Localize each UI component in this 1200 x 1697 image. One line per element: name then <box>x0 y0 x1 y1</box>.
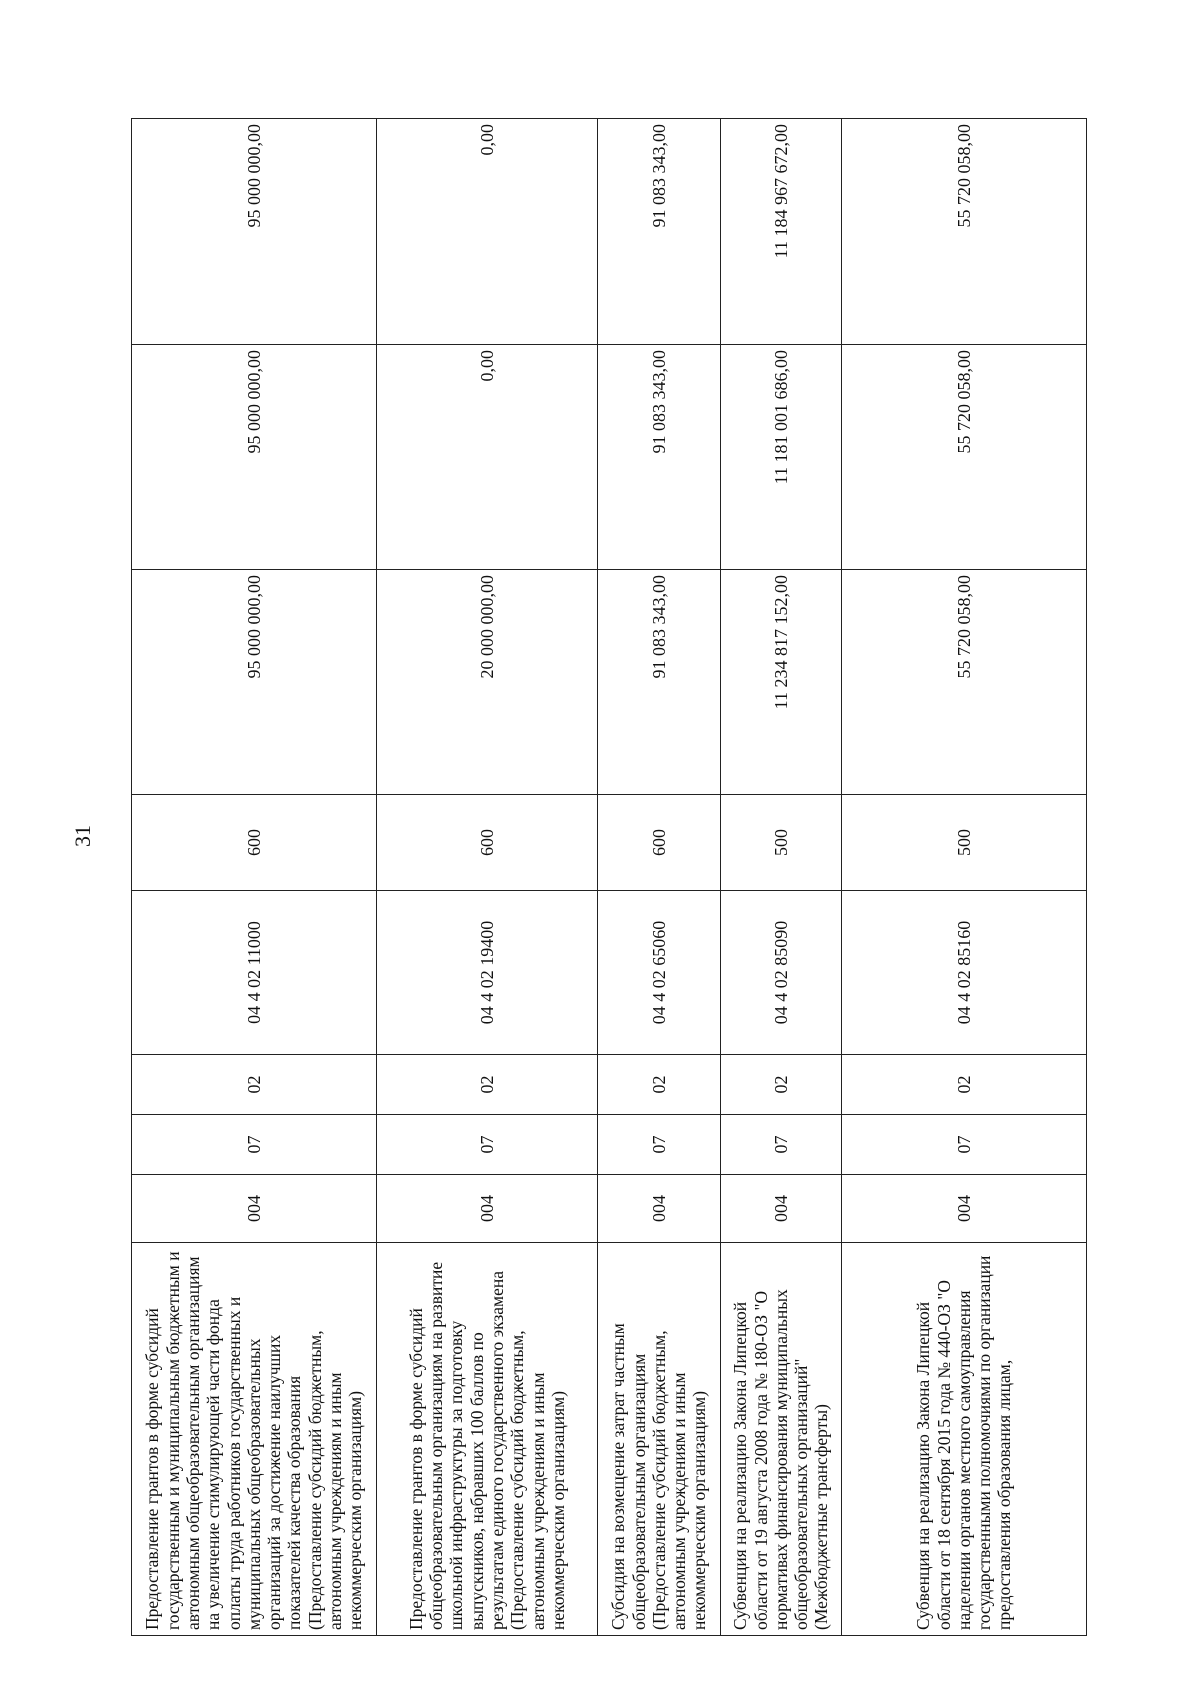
cell-description: Предоставление грантов в форме субсидий государственным и муниципальным бюджетным и автономным общеобразовательным организациям на увеличение стимулирующей части фонда оплаты труда работников государственных и муниципальных общеобразовательных организаций за достижение наилучших показателей качества образования (Предоставление субсидий бюджетным, автономным учреждениям и иным некоммерческим организациям) <box>132 1243 377 1636</box>
cell-subsection: 02 <box>721 1055 842 1115</box>
cell-amount-1: 91 083 343,00 <box>598 570 721 795</box>
cell-amount-1: 20 000 000,00 <box>377 570 598 795</box>
cell-amount-2: 55 720 058,00 <box>842 345 1087 570</box>
table-row <box>598 119 721 1636</box>
cell-target-article: 04 4 02 19400 <box>377 891 598 1055</box>
cell-amount-1: 95 000 000,00 <box>132 570 377 795</box>
cell-section: 07 <box>598 1115 721 1175</box>
cell-subsection: 02 <box>842 1055 1087 1115</box>
cell-amount-2: 0,00 <box>377 345 598 570</box>
budget-table <box>131 118 1087 1636</box>
cell-expense-type: 500 <box>721 795 842 891</box>
table-body <box>132 119 1087 1636</box>
cell-amount-2: 95 000 000,00 <box>132 345 377 570</box>
cell-description: Субвенция на реализацию Закона Липецкой области от 19 августа 2008 года № 180-ОЗ "О нормативах финансирования муниципальных общеобразовательных организаций" (Межбюджетные трансферты) <box>721 1243 842 1636</box>
cell-section: 07 <box>842 1115 1087 1175</box>
cell-ministry-code: 004 <box>598 1175 721 1243</box>
cell-section: 07 <box>132 1115 377 1175</box>
cell-amount-2: 91 083 343,00 <box>598 345 721 570</box>
cell-target-article: 04 4 02 85090 <box>721 891 842 1055</box>
cell-amount-1: 55 720 058,00 <box>842 570 1087 795</box>
cell-amount-3: 0,00 <box>377 119 598 345</box>
cell-expense-type: 600 <box>132 795 377 891</box>
cell-amount-3: 95 000 000,00 <box>132 119 377 345</box>
cell-ministry-code: 004 <box>132 1175 377 1243</box>
cell-expense-type: 600 <box>377 795 598 891</box>
rotated-table-container <box>131 119 1086 1636</box>
table-row <box>377 119 598 1636</box>
cell-description: Субсидия на возмещение затрат частным общеобразовательным организациям (Предоставление субсидий бюджетным, автономным учреждениям и иным некоммерческим организациям) <box>598 1243 721 1636</box>
cell-amount-3: 91 083 343,00 <box>598 119 721 345</box>
cell-ministry-code: 004 <box>721 1175 842 1243</box>
cell-subsection: 02 <box>377 1055 598 1115</box>
page-number: 31 <box>70 825 95 847</box>
table-row <box>132 119 377 1636</box>
cell-subsection: 02 <box>132 1055 377 1115</box>
cell-expense-type: 500 <box>842 795 1087 891</box>
cell-description: Предоставление грантов в форме субсидий общеобразовательным организациям на развитие школьной инфраструктуры за подготовку выпускников, набравших 100 баллов по результатам единого государственного экзамена (Предоставление субсидий бюджетным, автономным учреждениям и иным некоммерческим организациям) <box>377 1243 598 1636</box>
cell-amount-2: 11 181 001 686,00 <box>721 345 842 570</box>
cell-expense-type: 600 <box>598 795 721 891</box>
cell-section: 07 <box>721 1115 842 1175</box>
cell-description: Субвенция на реализацию Закона Липецкой области от 18 сентября 2015 года № 440-ОЗ "О наделении органов местного самоуправления государственными полномочиями по организации предоставления образования лицам, <box>842 1243 1087 1636</box>
cell-target-article: 04 4 02 65060 <box>598 891 721 1055</box>
table-row <box>721 119 842 1636</box>
cell-amount-3: 55 720 058,00 <box>842 119 1087 345</box>
table-row <box>842 119 1087 1636</box>
cell-amount-1: 11 234 817 152,00 <box>721 570 842 795</box>
cell-target-article: 04 4 02 85160 <box>842 891 1087 1055</box>
cell-ministry-code: 004 <box>842 1175 1087 1243</box>
cell-amount-3: 11 184 967 672,00 <box>721 119 842 345</box>
cell-target-article: 04 4 02 11000 <box>132 891 377 1055</box>
cell-section: 07 <box>377 1115 598 1175</box>
cell-subsection: 02 <box>598 1055 721 1115</box>
cell-ministry-code: 004 <box>377 1175 598 1243</box>
